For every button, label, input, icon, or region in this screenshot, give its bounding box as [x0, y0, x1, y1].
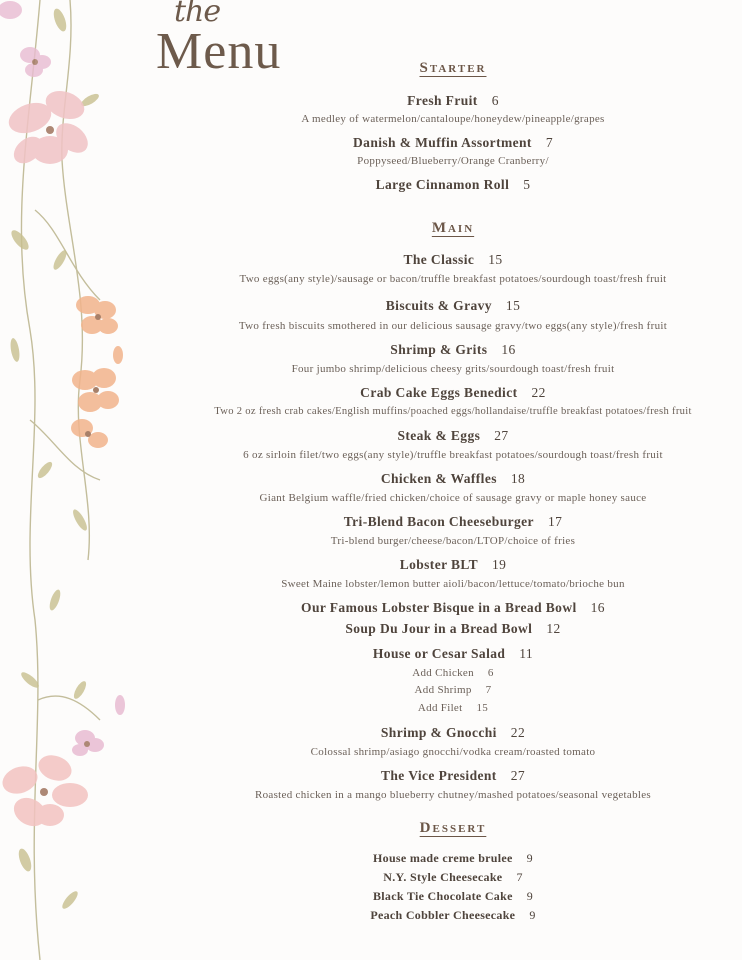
item-description: Tri-blend burger/cheese/bacon/LTOP/choice of fries: [330, 535, 576, 547]
addon-name: Add Filet: [417, 702, 463, 714]
menu-item: [0, 471, 742, 487]
item-name: Crab Cake Eggs Benedict: [360, 385, 518, 400]
item-name: Peach Cobbler Cheesecake: [370, 908, 516, 922]
item-name: Black Tie Chocolate Cake: [372, 889, 513, 903]
logo-title-menu: Menu: [156, 23, 282, 80]
section-heading-main: Main: [431, 220, 475, 236]
item-price: 9: [526, 851, 533, 865]
item-description: Giant Belgium waffle/fried chicken/choice of sausage gravy or maple honey sauce: [259, 492, 647, 504]
menu-item: [0, 385, 742, 401]
section-heading-starter: Starter: [419, 60, 487, 76]
item-description: Two eggs(any style)/sausage or bacon/truffle breakfast potatoes/sourdough toast/fresh fruit: [239, 273, 667, 285]
item-price: 5: [523, 177, 531, 192]
item-name: The Vice President: [380, 768, 497, 783]
item-price: 7: [545, 135, 553, 150]
item-description: Two fresh biscuits smothered in our delicious sausage gravy/two eggs(any style)/fresh fruit: [238, 320, 668, 332]
menu-item: [0, 135, 742, 151]
item-name: Shrimp & Grits: [390, 342, 488, 357]
item-name: House or Cesar Salad: [372, 646, 506, 661]
addon-price: 15: [476, 702, 489, 714]
item-name: Steak & Eggs: [397, 428, 481, 443]
item-price: 27: [510, 768, 525, 783]
pink-flower-bottom: [0, 695, 125, 832]
menu-item: [0, 557, 742, 573]
addon-price: 7: [485, 684, 492, 696]
item-price: 7: [516, 870, 523, 884]
item-description: 6 oz sirloin filet/two eggs(any style)/truffle breakfast potatoes/sourdough toast/fresh fruit: [243, 449, 663, 461]
item-name: Large Cinnamon Roll: [375, 177, 510, 192]
addon-price: 6: [487, 667, 494, 679]
item-price: 16: [590, 600, 605, 615]
item-price: 9: [526, 889, 534, 903]
item-name: N.Y. Style Cheesecake: [383, 870, 503, 884]
addon-name: Add Shrimp: [414, 684, 472, 696]
menu-item: [0, 428, 742, 444]
item-description: Poppyseed/Blueberry/Orange Cranberry/: [357, 155, 549, 167]
menu-item: [0, 600, 742, 616]
item-price: 16: [501, 342, 516, 357]
menu-item: [0, 768, 742, 784]
dessert-item: [0, 908, 742, 923]
item-price: 22: [510, 725, 526, 740]
section-heading-dessert: Dessert: [419, 820, 487, 836]
item-name: Danish & Muffin Assortment: [353, 135, 532, 150]
item-description: Sweet Maine lobster/lemon butter aioli/bacon/lettuce/tomato/brioche bun: [281, 578, 625, 590]
item-name: Lobster BLT: [399, 557, 478, 572]
item-price: 15: [488, 252, 503, 267]
logo-script-the: the: [174, 0, 221, 29]
item-description: Two 2 oz fresh crab cakes/English muffins/poached eggs/hollandaise/truffle breakfast potatoes/fresh fruit: [214, 406, 692, 417]
item-price: 18: [510, 471, 526, 486]
dessert-item: [0, 889, 742, 904]
menu-item: [0, 646, 742, 662]
item-name: Biscuits & Gravy: [385, 298, 492, 313]
item-name: House made creme brulee: [373, 851, 513, 865]
dessert-item: [0, 851, 742, 866]
item-price: 9: [529, 908, 536, 922]
item-price: 15: [505, 298, 521, 313]
menu-item: [0, 725, 742, 741]
menu-item: [0, 177, 742, 193]
menu-item: [0, 342, 742, 358]
item-price: 6: [491, 93, 499, 108]
item-price: 12: [546, 621, 561, 636]
item-name: Chicken & Waffles: [380, 471, 497, 486]
item-description: Roasted chicken in a mango blueberry chutney/mashed potatoes/seasonal vegetables: [254, 789, 652, 801]
item-name: Tri-Blend Bacon Cheeseburger: [343, 514, 534, 529]
item-description: Four jumbo shrimp/delicious cheesy grits/sourdough toast/fresh fruit: [291, 363, 615, 375]
item-price: 19: [492, 557, 507, 572]
menu-item: [0, 93, 742, 109]
salad-addon: [0, 667, 742, 679]
item-description: A medley of watermelon/cantaloupe/honeydew/pineapple/grapes: [301, 113, 605, 125]
item-price: 22: [531, 385, 546, 400]
item-price: 11: [519, 646, 534, 661]
dessert-item: [0, 870, 742, 885]
menu-item: [0, 298, 742, 314]
item-price: 27: [494, 428, 509, 443]
item-name: The Classic: [403, 252, 475, 267]
item-name: Soup Du Jour in a Bread Bowl: [345, 621, 533, 636]
item-price: 17: [547, 514, 563, 529]
menu-item: [0, 252, 742, 268]
salad-addon: [0, 702, 742, 714]
menu-item: [0, 621, 742, 637]
addon-name: Add Chicken: [412, 667, 474, 679]
item-name: Fresh Fruit: [407, 93, 478, 108]
item-description: Colossal shrimp/asiago gnocchi/vodka cream/roasted tomato: [310, 746, 596, 758]
item-name: Our Famous Lobster Bisque in a Bread Bowl: [301, 600, 577, 615]
item-name: Shrimp & Gnocchi: [380, 725, 497, 740]
salad-addon: [0, 684, 742, 696]
menu-item: [0, 514, 742, 530]
